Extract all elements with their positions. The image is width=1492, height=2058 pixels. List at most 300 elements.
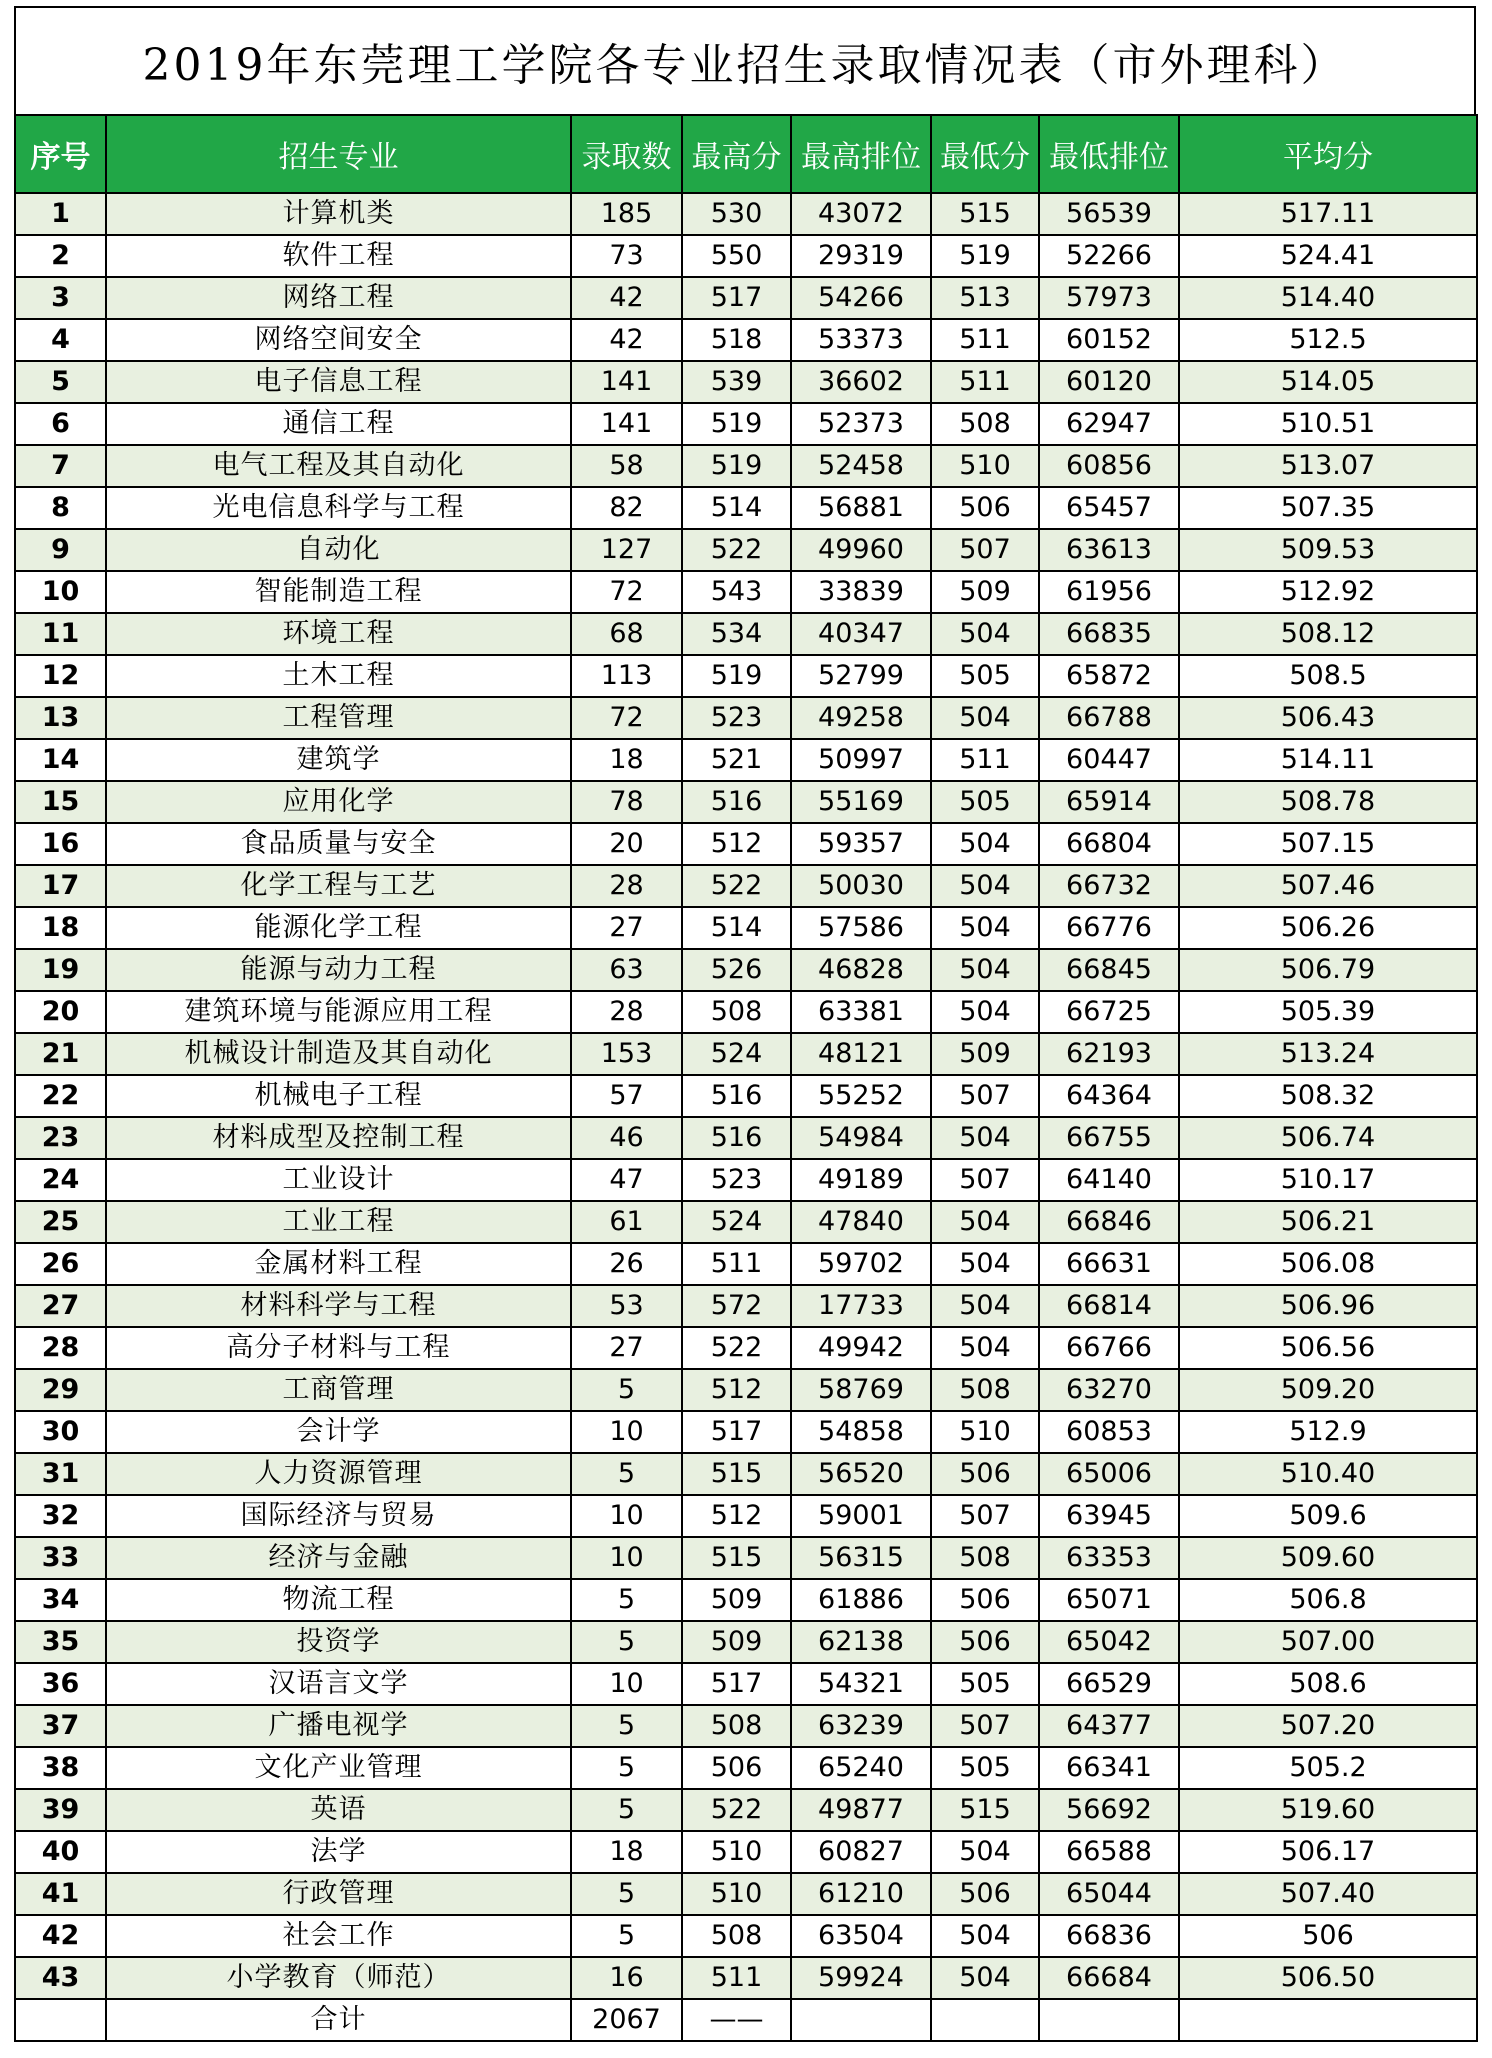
cell-max-rank: 56520 (791, 1453, 931, 1495)
cell-seq: 23 (15, 1117, 106, 1159)
cell-seq: 28 (15, 1327, 106, 1369)
cell-max-score: 572 (682, 1285, 791, 1327)
cell-min-score: 513 (931, 277, 1039, 319)
cell-admitted: 42 (571, 277, 682, 319)
table-row (15, 1621, 1477, 1663)
cell-max-score: 526 (682, 949, 791, 991)
table-row (15, 1033, 1477, 1075)
cell-major: 汉语言文学 (106, 1663, 571, 1705)
cell-max-rank: 59924 (791, 1957, 931, 1999)
cell-avg-score: 517.11 (1179, 193, 1477, 235)
cell-major: 材料科学与工程 (106, 1285, 571, 1327)
cell-min-rank: 63945 (1039, 1495, 1179, 1537)
cell-max-score: 510 (682, 1873, 791, 1915)
table-row (15, 1117, 1477, 1159)
table-row (15, 1159, 1477, 1201)
cell-min-rank: 60120 (1039, 361, 1179, 403)
cell-major: 电气工程及其自动化 (106, 445, 571, 487)
cell-max-score: 512 (682, 823, 791, 865)
cell-major: 工业工程 (106, 1201, 571, 1243)
cell-min-score: 504 (931, 1201, 1039, 1243)
cell-seq: 19 (15, 949, 106, 991)
cell-max-score: 550 (682, 235, 791, 277)
cell-min-rank: 65457 (1039, 487, 1179, 529)
cell-max-score: 509 (682, 1579, 791, 1621)
cell-avg-score: 506.17 (1179, 1831, 1477, 1873)
cell-max-score: 523 (682, 1159, 791, 1201)
cell-min-score: 506 (931, 487, 1039, 529)
cell-avg-score: 507.15 (1179, 823, 1477, 865)
cell-seq: 10 (15, 571, 106, 613)
cell-major: 人力资源管理 (106, 1453, 571, 1495)
cell-max-rank: 43072 (791, 193, 931, 235)
cell-max-rank: 59357 (791, 823, 931, 865)
total-blank-min-rank (1039, 1999, 1179, 2041)
cell-seq: 39 (15, 1789, 106, 1831)
cell-min-score: 507 (931, 1705, 1039, 1747)
cell-max-score: 510 (682, 1831, 791, 1873)
cell-seq: 20 (15, 991, 106, 1033)
cell-seq: 14 (15, 739, 106, 781)
cell-min-score: 505 (931, 655, 1039, 697)
cell-admitted: 63 (571, 949, 682, 991)
cell-max-rank: 17733 (791, 1285, 931, 1327)
cell-admitted: 42 (571, 319, 682, 361)
cell-major: 食品质量与安全 (106, 823, 571, 865)
cell-min-rank: 65006 (1039, 1453, 1179, 1495)
cell-max-rank: 50030 (791, 865, 931, 907)
table-row (15, 1957, 1477, 1999)
page-title: 2019年东莞理工学院各专业招生录取情况表（市外理科） (142, 40, 1348, 91)
cell-max-score: 522 (682, 1789, 791, 1831)
cell-max-rank: 33839 (791, 571, 931, 613)
cell-min-score: 515 (931, 1789, 1039, 1831)
cell-seq: 18 (15, 907, 106, 949)
cell-major: 应用化学 (106, 781, 571, 823)
cell-min-score: 506 (931, 1873, 1039, 1915)
cell-max-score: 516 (682, 781, 791, 823)
cell-admitted: 153 (571, 1033, 682, 1075)
cell-max-score: 515 (682, 1537, 791, 1579)
cell-avg-score: 507.46 (1179, 865, 1477, 907)
cell-max-rank: 29319 (791, 235, 931, 277)
cell-max-rank: 60827 (791, 1831, 931, 1873)
cell-admitted: 10 (571, 1495, 682, 1537)
table-row (15, 655, 1477, 697)
cell-major: 机械电子工程 (106, 1075, 571, 1117)
cell-min-score: 507 (931, 529, 1039, 571)
cell-min-score: 515 (931, 193, 1039, 235)
cell-min-rank: 65042 (1039, 1621, 1179, 1663)
cell-max-rank: 52799 (791, 655, 931, 697)
cell-min-score: 519 (931, 235, 1039, 277)
cell-max-rank: 52458 (791, 445, 931, 487)
cell-major: 网络工程 (106, 277, 571, 319)
cell-avg-score: 506.79 (1179, 949, 1477, 991)
cell-min-rank: 66845 (1039, 949, 1179, 991)
table-row (15, 1411, 1477, 1453)
col-header-max-rank: 最高排位 (791, 115, 931, 193)
cell-min-rank: 66776 (1039, 907, 1179, 949)
table-row (15, 781, 1477, 823)
cell-admitted: 5 (571, 1369, 682, 1411)
cell-seq: 42 (15, 1915, 106, 1957)
cell-admitted: 185 (571, 193, 682, 235)
cell-min-rank: 65071 (1039, 1579, 1179, 1621)
cell-major: 高分子材料与工程 (106, 1327, 571, 1369)
table-row (15, 1747, 1477, 1789)
table-row (15, 823, 1477, 865)
cell-max-score: 519 (682, 655, 791, 697)
table-row (15, 235, 1477, 277)
cell-max-score: 514 (682, 907, 791, 949)
cell-admitted: 68 (571, 613, 682, 655)
cell-admitted: 5 (571, 1705, 682, 1747)
cell-min-score: 508 (931, 403, 1039, 445)
total-blank-seq (15, 1999, 106, 2041)
cell-max-rank: 47840 (791, 1201, 931, 1243)
cell-admitted: 5 (571, 1621, 682, 1663)
table-row (15, 361, 1477, 403)
cell-min-rank: 63613 (1039, 529, 1179, 571)
cell-seq: 17 (15, 865, 106, 907)
cell-min-rank: 66732 (1039, 865, 1179, 907)
cell-seq: 26 (15, 1243, 106, 1285)
cell-max-score: 508 (682, 991, 791, 1033)
cell-min-score: 504 (931, 907, 1039, 949)
cell-min-score: 507 (931, 1495, 1039, 1537)
cell-max-rank: 63381 (791, 991, 931, 1033)
cell-avg-score: 514.05 (1179, 361, 1477, 403)
cell-major: 计算机类 (106, 193, 571, 235)
cell-min-score: 504 (931, 823, 1039, 865)
cell-max-score: 517 (682, 1663, 791, 1705)
cell-avg-score: 509.20 (1179, 1369, 1477, 1411)
col-header-major: 招生专业 (106, 115, 571, 193)
cell-admitted: 57 (571, 1075, 682, 1117)
cell-major: 法学 (106, 1831, 571, 1873)
table-row (15, 529, 1477, 571)
cell-min-rank: 66684 (1039, 1957, 1179, 1999)
cell-min-rank: 66341 (1039, 1747, 1179, 1789)
cell-admitted: 27 (571, 907, 682, 949)
cell-min-score: 506 (931, 1579, 1039, 1621)
table-row (15, 907, 1477, 949)
cell-max-score: 511 (682, 1243, 791, 1285)
cell-avg-score: 506.74 (1179, 1117, 1477, 1159)
cell-max-score: 508 (682, 1705, 791, 1747)
cell-seq: 34 (15, 1579, 106, 1621)
cell-seq: 38 (15, 1747, 106, 1789)
cell-min-rank: 63353 (1039, 1537, 1179, 1579)
cell-max-score: 522 (682, 865, 791, 907)
cell-max-score: 509 (682, 1621, 791, 1663)
cell-min-score: 504 (931, 1243, 1039, 1285)
table-row (15, 1285, 1477, 1327)
cell-min-rank: 66755 (1039, 1117, 1179, 1159)
cell-admitted: 5 (571, 1453, 682, 1495)
cell-admitted: 27 (571, 1327, 682, 1369)
cell-seq: 40 (15, 1831, 106, 1873)
header-row (15, 115, 1477, 193)
cell-avg-score: 524.41 (1179, 235, 1477, 277)
cell-min-rank: 65872 (1039, 655, 1179, 697)
cell-major: 工业设计 (106, 1159, 571, 1201)
cell-seq: 22 (15, 1075, 106, 1117)
cell-admitted: 46 (571, 1117, 682, 1159)
cell-major: 英语 (106, 1789, 571, 1831)
col-header-max-score: 最高分 (682, 115, 791, 193)
cell-min-rank: 66846 (1039, 1201, 1179, 1243)
cell-min-score: 504 (931, 991, 1039, 1033)
cell-min-score: 509 (931, 571, 1039, 613)
cell-max-score: 517 (682, 1411, 791, 1453)
cell-major: 光电信息科学与工程 (106, 487, 571, 529)
cell-major: 行政管理 (106, 1873, 571, 1915)
cell-admitted: 58 (571, 445, 682, 487)
table-row (15, 403, 1477, 445)
cell-min-score: 511 (931, 361, 1039, 403)
cell-max-rank: 62138 (791, 1621, 931, 1663)
cell-major: 文化产业管理 (106, 1747, 571, 1789)
cell-major: 智能制造工程 (106, 571, 571, 613)
cell-avg-score: 506.96 (1179, 1285, 1477, 1327)
cell-admitted: 10 (571, 1411, 682, 1453)
table-row (15, 571, 1477, 613)
cell-min-score: 504 (931, 1117, 1039, 1159)
cell-min-score: 504 (931, 697, 1039, 739)
cell-max-rank: 53373 (791, 319, 931, 361)
cell-min-score: 504 (931, 865, 1039, 907)
cell-major: 环境工程 (106, 613, 571, 655)
table-row (15, 991, 1477, 1033)
cell-avg-score: 512.92 (1179, 571, 1477, 613)
cell-max-rank: 36602 (791, 361, 931, 403)
cell-min-rank: 56692 (1039, 1789, 1179, 1831)
cell-avg-score: 513.24 (1179, 1033, 1477, 1075)
cell-admitted: 16 (571, 1957, 682, 1999)
table-row (15, 1915, 1477, 1957)
cell-avg-score: 508.32 (1179, 1075, 1477, 1117)
cell-seq: 21 (15, 1033, 106, 1075)
cell-seq: 37 (15, 1705, 106, 1747)
cell-max-rank: 59001 (791, 1495, 931, 1537)
cell-admitted: 78 (571, 781, 682, 823)
cell-avg-score: 505.39 (1179, 991, 1477, 1033)
cell-min-score: 506 (931, 1453, 1039, 1495)
cell-max-score: 524 (682, 1033, 791, 1075)
cell-major: 广播电视学 (106, 1705, 571, 1747)
cell-min-rank: 52266 (1039, 235, 1179, 277)
cell-major: 软件工程 (106, 235, 571, 277)
total-blank-min-score (931, 1999, 1039, 2041)
cell-max-rank: 46828 (791, 949, 931, 991)
cell-max-rank: 63239 (791, 1705, 931, 1747)
cell-seq: 4 (15, 319, 106, 361)
cell-max-rank: 49942 (791, 1327, 931, 1369)
cell-max-score: 515 (682, 1453, 791, 1495)
total-blank-max-rank (791, 1999, 931, 2041)
cell-max-score: 523 (682, 697, 791, 739)
cell-admitted: 47 (571, 1159, 682, 1201)
cell-major: 投资学 (106, 1621, 571, 1663)
cell-avg-score: 506.50 (1179, 1957, 1477, 1999)
cell-min-score: 510 (931, 1411, 1039, 1453)
cell-seq: 5 (15, 361, 106, 403)
col-header-avg-score: 平均分 (1179, 115, 1477, 193)
cell-admitted: 28 (571, 865, 682, 907)
cell-major: 建筑学 (106, 739, 571, 781)
cell-avg-score: 506 (1179, 1915, 1477, 1957)
table-row (15, 739, 1477, 781)
cell-admitted: 18 (571, 739, 682, 781)
cell-major: 土木工程 (106, 655, 571, 697)
cell-max-rank: 58769 (791, 1369, 931, 1411)
cell-major: 物流工程 (106, 1579, 571, 1621)
cell-min-score: 510 (931, 445, 1039, 487)
cell-avg-score: 506.56 (1179, 1327, 1477, 1369)
cell-max-rank: 61886 (791, 1579, 931, 1621)
cell-min-score: 506 (931, 1621, 1039, 1663)
table-row (15, 1369, 1477, 1411)
cell-avg-score: 506.43 (1179, 697, 1477, 739)
table-row (15, 949, 1477, 991)
cell-max-rank: 56315 (791, 1537, 931, 1579)
cell-max-rank: 49960 (791, 529, 931, 571)
cell-min-rank: 62193 (1039, 1033, 1179, 1075)
cell-min-score: 505 (931, 1663, 1039, 1705)
cell-major: 金属材料工程 (106, 1243, 571, 1285)
cell-admitted: 10 (571, 1537, 682, 1579)
cell-max-score: 517 (682, 277, 791, 319)
cell-admitted: 5 (571, 1873, 682, 1915)
cell-min-rank: 66631 (1039, 1243, 1179, 1285)
cell-seq: 9 (15, 529, 106, 571)
cell-avg-score: 513.07 (1179, 445, 1477, 487)
cell-min-rank: 66804 (1039, 823, 1179, 865)
cell-avg-score: 512.9 (1179, 1411, 1477, 1453)
cell-major: 网络空间安全 (106, 319, 571, 361)
cell-seq: 36 (15, 1663, 106, 1705)
cell-min-rank: 66725 (1039, 991, 1179, 1033)
cell-min-rank: 66788 (1039, 697, 1179, 739)
cell-min-rank: 64364 (1039, 1075, 1179, 1117)
cell-min-score: 509 (931, 1033, 1039, 1075)
cell-min-score: 504 (931, 949, 1039, 991)
cell-max-score: 511 (682, 1957, 791, 1999)
total-count: 2067 (571, 1999, 682, 2041)
cell-min-rank: 62947 (1039, 403, 1179, 445)
cell-seq: 2 (15, 235, 106, 277)
cell-min-score: 504 (931, 1327, 1039, 1369)
cell-seq: 29 (15, 1369, 106, 1411)
col-header-admitted: 录取数 (571, 115, 682, 193)
cell-avg-score: 508.6 (1179, 1663, 1477, 1705)
cell-min-score: 505 (931, 1747, 1039, 1789)
table-row (15, 1831, 1477, 1873)
cell-max-score: 543 (682, 571, 791, 613)
cell-major: 通信工程 (106, 403, 571, 445)
cell-seq: 24 (15, 1159, 106, 1201)
cell-avg-score: 507.20 (1179, 1705, 1477, 1747)
cell-max-score: 522 (682, 529, 791, 571)
table-row (15, 1201, 1477, 1243)
cell-major: 经济与金融 (106, 1537, 571, 1579)
cell-min-rank: 66836 (1039, 1915, 1179, 1957)
cell-min-score: 504 (931, 1957, 1039, 1999)
cell-max-score: 519 (682, 403, 791, 445)
cell-max-rank: 63504 (791, 1915, 931, 1957)
cell-max-rank: 48121 (791, 1033, 931, 1075)
cell-max-score: 516 (682, 1117, 791, 1159)
cell-min-score: 504 (931, 1285, 1039, 1327)
cell-seq: 43 (15, 1957, 106, 1999)
cell-seq: 7 (15, 445, 106, 487)
cell-min-score: 504 (931, 1915, 1039, 1957)
cell-seq: 33 (15, 1537, 106, 1579)
cell-major: 能源与动力工程 (106, 949, 571, 991)
cell-admitted: 73 (571, 235, 682, 277)
cell-admitted: 5 (571, 1915, 682, 1957)
cell-seq: 8 (15, 487, 106, 529)
cell-min-rank: 66529 (1039, 1663, 1179, 1705)
cell-max-rank: 54858 (791, 1411, 931, 1453)
col-header-min-rank: 最低排位 (1039, 115, 1179, 193)
admission-sheet (14, 6, 1476, 2042)
cell-seq: 30 (15, 1411, 106, 1453)
cell-max-score: 524 (682, 1201, 791, 1243)
cell-min-rank: 60447 (1039, 739, 1179, 781)
cell-avg-score: 519.60 (1179, 1789, 1477, 1831)
table-row (15, 487, 1477, 529)
cell-max-score: 534 (682, 613, 791, 655)
table-row (15, 613, 1477, 655)
table-row (15, 1579, 1477, 1621)
cell-max-rank: 57586 (791, 907, 931, 949)
cell-seq: 1 (15, 193, 106, 235)
cell-min-rank: 63270 (1039, 1369, 1179, 1411)
cell-admitted: 61 (571, 1201, 682, 1243)
cell-admitted: 5 (571, 1789, 682, 1831)
cell-avg-score: 512.5 (1179, 319, 1477, 361)
table-row (15, 1663, 1477, 1705)
admission-table (14, 114, 1478, 2042)
cell-min-score: 507 (931, 1075, 1039, 1117)
cell-admitted: 5 (571, 1579, 682, 1621)
cell-avg-score: 506.8 (1179, 1579, 1477, 1621)
cell-major: 社会工作 (106, 1915, 571, 1957)
cell-avg-score: 514.40 (1179, 277, 1477, 319)
cell-avg-score: 506.26 (1179, 907, 1477, 949)
cell-max-rank: 61210 (791, 1873, 931, 1915)
total-label: 合计 (106, 1999, 571, 2041)
cell-max-score: 506 (682, 1747, 791, 1789)
cell-avg-score: 509.6 (1179, 1495, 1477, 1537)
cell-admitted: 72 (571, 571, 682, 613)
col-header-seq: 序号 (15, 115, 106, 193)
cell-avg-score: 510.40 (1179, 1453, 1477, 1495)
cell-max-score: 518 (682, 319, 791, 361)
cell-min-score: 511 (931, 739, 1039, 781)
table-row (15, 1537, 1477, 1579)
cell-min-score: 505 (931, 781, 1039, 823)
cell-admitted: 113 (571, 655, 682, 697)
cell-min-score: 507 (931, 1159, 1039, 1201)
col-header-min-score: 最低分 (931, 115, 1039, 193)
total-blank-avg (1179, 1999, 1477, 2041)
cell-avg-score: 509.60 (1179, 1537, 1477, 1579)
cell-avg-score: 505.2 (1179, 1747, 1477, 1789)
